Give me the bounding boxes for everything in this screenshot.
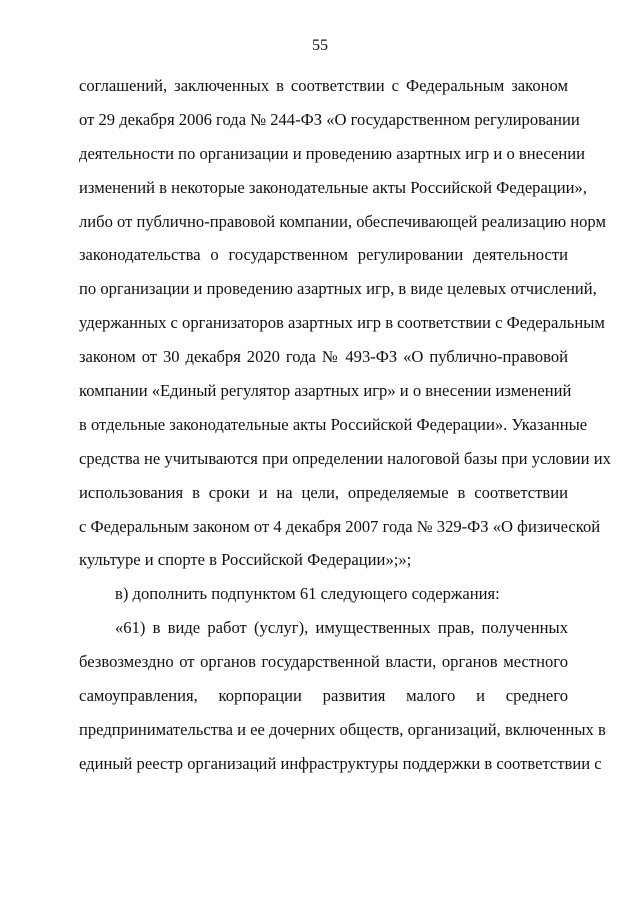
body-line: средства не учитываются при определении налоговой базы при условии их (79, 448, 611, 468)
body-line: безвозмездно от органов государственной власти, органов местного (79, 652, 568, 672)
body-line: удержанных с организаторов азартных игр в соответствии с Федеральным (79, 313, 605, 333)
body-line: компании «Единый регулятор азартных игр» и о внесении изменений (79, 381, 572, 401)
body-line: законодательства о государственном регулировании деятельности (79, 245, 568, 265)
body-line: предпринимательства и ее дочерних обществ, организаций, включенных в (79, 719, 606, 739)
body-line: в) дополнить подпунктом 61 следующего содержания: (115, 584, 500, 604)
body-line: культуре и спорте в Российской Федерации»;»; (79, 550, 412, 570)
body-line: законом от 30 декабря 2020 года № 493-ФЗ «О публично-правовой (79, 347, 568, 367)
body-line: изменений в некоторые законодательные акты Российской Федерации», (79, 177, 587, 197)
page-number: 55 (312, 37, 328, 54)
document-body (79, 69, 611, 781)
body-line: соглашений, заключенных в соответствии с Федеральным законом (79, 76, 568, 95)
body-line: либо от публично-правовой компании, обеспечивающей реализацию норм (79, 211, 606, 231)
body-line: единый реестр организаций инфраструктуры поддержки в соответствии с (79, 753, 602, 773)
body-line: самоуправления, корпорации развития малого и среднего (79, 686, 568, 706)
body-line: в отдельные законодательные акты Российской Федерации». Указанные (79, 414, 588, 434)
body-line: с Федеральным законом от 4 декабря 2007 года № 329-ФЗ «О физической (79, 516, 601, 536)
body-line: по организации и проведению азартных игр, в виде целевых отчислений, (79, 279, 597, 299)
body-line: «61) в виде работ (услуг), имущественных прав, полученных (115, 618, 568, 638)
body-line: использования в сроки и на цели, определяемые в соответствии (79, 482, 568, 502)
body-line: деятельности по организации и проведению азартных игр и о внесении (79, 143, 585, 163)
body-line: от 29 декабря 2006 года № 244-ФЗ «О государственном регулировании (79, 109, 580, 129)
